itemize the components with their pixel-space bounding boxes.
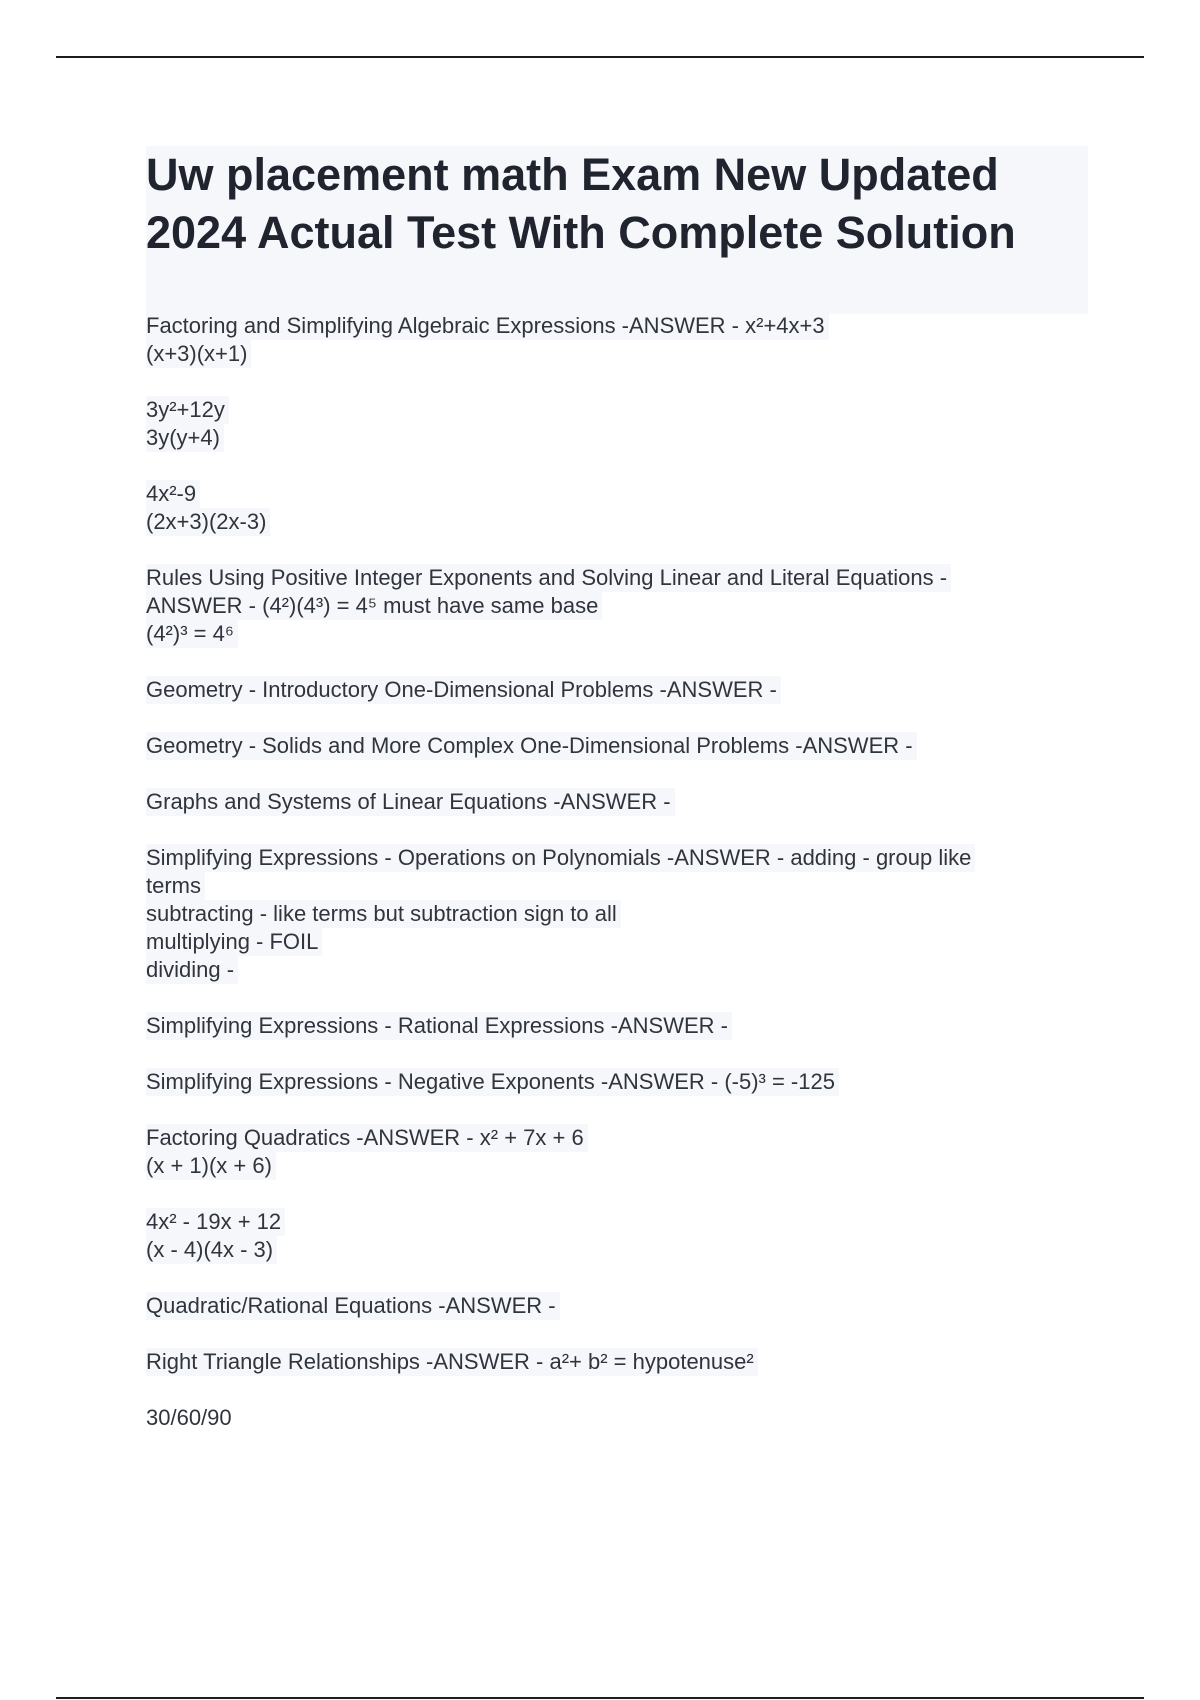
qa-entry: [146, 564, 1086, 648]
entry-line: (x+3)(x+1): [146, 340, 251, 368]
qa-entry: [146, 676, 1086, 704]
qa-entry: [146, 1068, 1086, 1096]
entry-line: Simplifying Expressions - Rational Expressions -ANSWER -: [146, 1012, 732, 1040]
qa-entry: [146, 396, 1086, 452]
qa-entry: [146, 1292, 1086, 1320]
qa-entry: [146, 312, 1086, 368]
qa-entry: [146, 1012, 1086, 1040]
qa-entry: [146, 1404, 1086, 1432]
entry-line: 4x² - 19x + 12: [146, 1208, 285, 1236]
entry-line: terms: [146, 872, 205, 900]
entry-line: 3y²+12y: [146, 396, 229, 424]
entry-line: Factoring and Simplifying Algebraic Expressions -ANSWER - x²+4x+3: [146, 312, 829, 340]
entry-line: subtracting - like terms but subtraction sign to all: [146, 900, 621, 928]
bottom-rule: [56, 1697, 1144, 1699]
entry-line: dividing -: [146, 956, 238, 984]
entry-line: Geometry - Introductory One-Dimensional Problems -ANSWER -: [146, 676, 781, 704]
title-block: [146, 146, 1088, 314]
qa-entry: [146, 844, 1086, 984]
entry-line: multiplying - FOIL: [146, 928, 322, 956]
entry-line: Simplifying Expressions - Negative Exponents -ANSWER - (-5)³ = -125: [146, 1068, 839, 1096]
entry-line: Graphs and Systems of Linear Equations -ANSWER -: [146, 788, 675, 816]
entry-line: Simplifying Expressions - Operations on Polynomials -ANSWER - adding - group like: [146, 844, 975, 872]
entry-line: (4²)³ = 4⁶: [146, 620, 238, 648]
entry-line: (2x+3)(2x-3): [146, 508, 270, 536]
entry-line: 30/60/90: [146, 1405, 232, 1430]
qa-entry: [146, 1348, 1086, 1376]
entry-line: (x + 1)(x + 6): [146, 1152, 276, 1180]
top-rule: [56, 56, 1144, 58]
qa-entry: [146, 1208, 1086, 1264]
entry-line: Rules Using Positive Integer Exponents and Solving Linear and Literal Equations -: [146, 564, 951, 592]
qa-entry: [146, 732, 1086, 760]
qa-entry: [146, 788, 1086, 816]
entry-line: Factoring Quadratics -ANSWER - x² + 7x + 6: [146, 1124, 588, 1152]
entry-line: ANSWER - (4²)(4³) = 4⁵ must have same base: [146, 592, 602, 620]
qa-entry: [146, 1124, 1086, 1180]
document-body: [146, 312, 1086, 1460]
entry-line: Right Triangle Relationships -ANSWER - a²+ b² = hypotenuse²: [146, 1348, 758, 1376]
entry-line: Quadratic/Rational Equations -ANSWER -: [146, 1292, 560, 1320]
entry-line: (x - 4)(4x - 3): [146, 1236, 277, 1264]
entry-line: 3y(y+4): [146, 424, 224, 452]
entry-line: Geometry - Solids and More Complex One-Dimensional Problems -ANSWER -: [146, 732, 917, 760]
title-line-2: 2024 Actual Test With Complete Solution: [146, 207, 1016, 258]
qa-entry: [146, 480, 1086, 536]
title-line-1: Uw placement math Exam New Updated: [146, 149, 999, 200]
entry-line: 4x²-9: [146, 480, 200, 508]
document-title: [146, 146, 1088, 262]
